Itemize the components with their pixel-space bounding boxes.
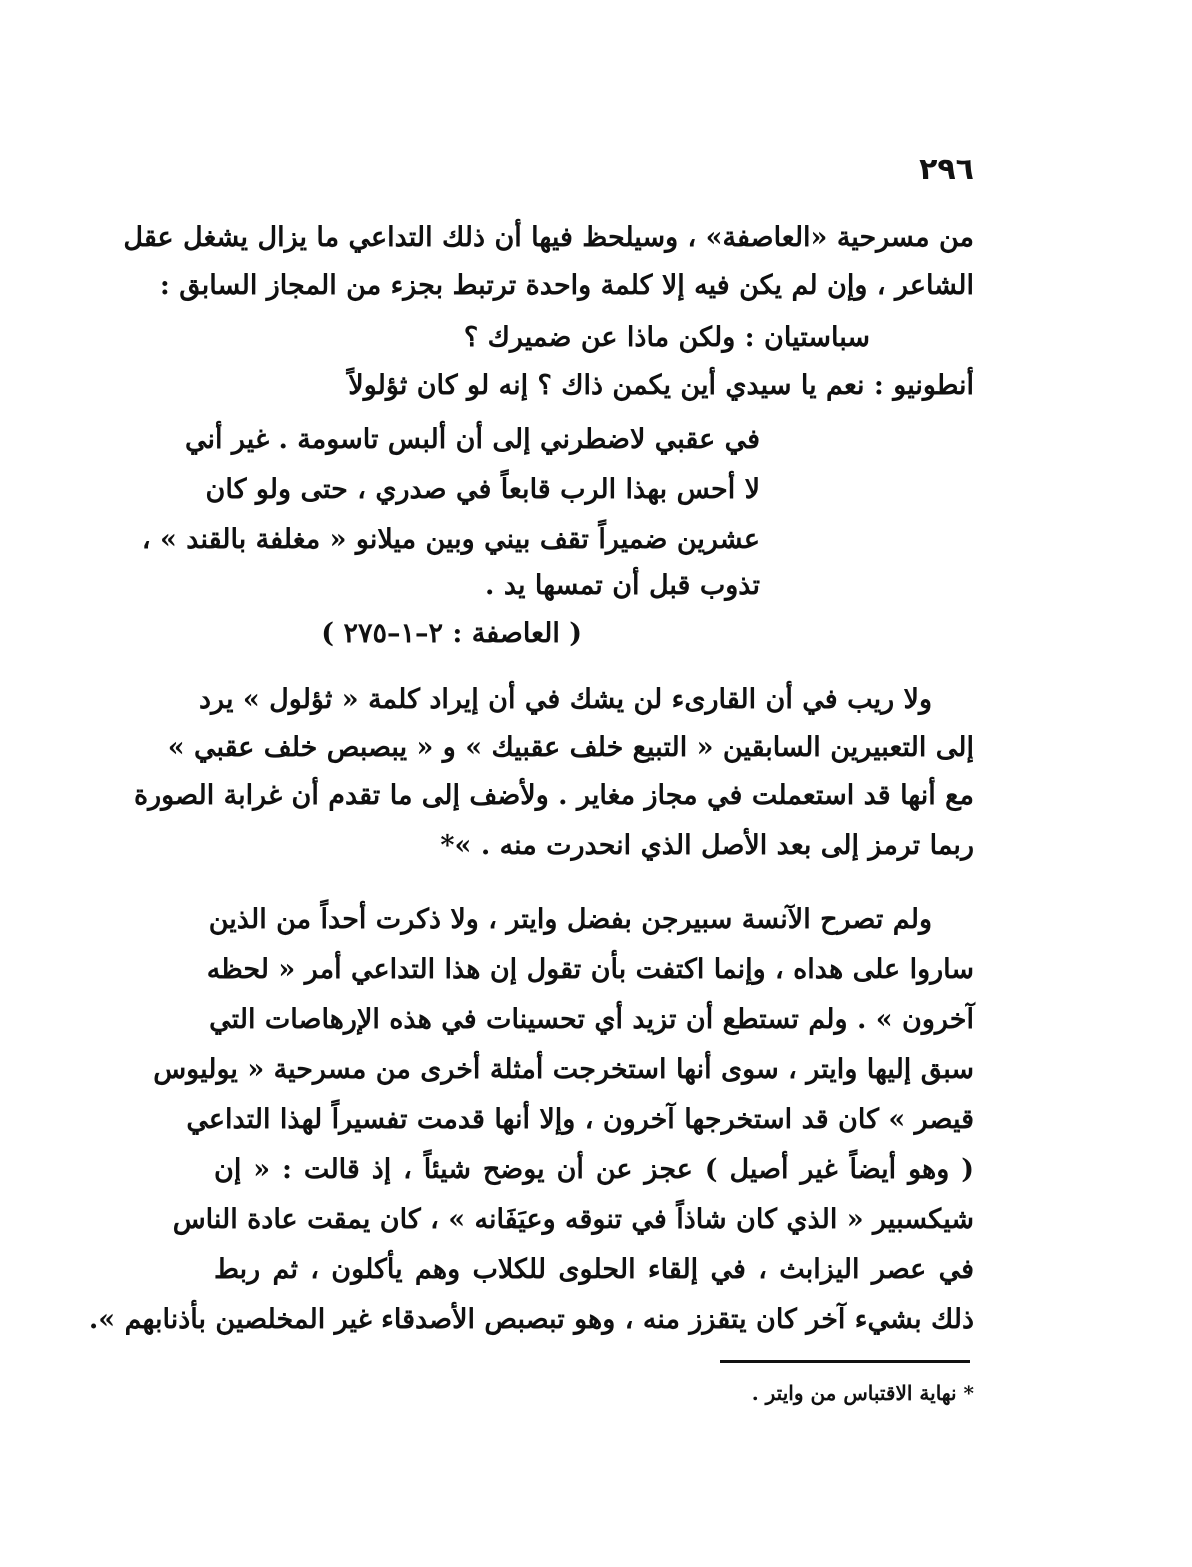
dialogue-antonio-line: في عقبي لاضطرني إلى أن ألبس تاسومة . غير أني	[184, 424, 760, 455]
paragraph-line: ذلك بشيء آخر كان يتقزز منه ، وهو تبصبص الأصدقاء غير المخلصين بأذنابهم ».	[88, 1304, 974, 1335]
dialogue-sebastian: سباستيان : ولكن ماذا عن ضميرك ؟	[463, 322, 870, 353]
paragraph-line: ولا ريب في أن القارىء لن يشك في أن إيراد كلمة « ثؤلول » يرد	[199, 684, 932, 715]
dialogue-antonio-line: تذوب قبل أن تمسها يد .	[485, 570, 760, 601]
citation: ( العاصفة : ٢–١–٢٧٥ )	[321, 618, 582, 649]
intro-line: من مسرحية «العاصفة» ، وسيلحظ فيها أن ذلك التداعي ما يزال يشغل عقل	[123, 222, 974, 253]
page-number: ٢٩٦	[919, 152, 974, 187]
paragraph-line: ( وهو أيضاً غير أصيل ) عجز عن أن يوضح شيئاً ، إذ قالت : « إن	[214, 1154, 974, 1185]
dialogue-antonio-first: أنطونيو : نعم يا سيدي أين يكمن ذاك ؟ إنه لو كان ثؤلولاً	[348, 370, 974, 401]
paragraph-line: ساروا على هداه ، وإنما اكتفت بأن تقول إن هذا التداعي أمر « لحظه	[206, 954, 974, 985]
paragraph-line: ربما ترمز إلى بعد الأصل الذي انحدرت منه . »*	[440, 830, 974, 861]
footnote: * نهاية الاقتباس من وايتر .	[751, 1381, 974, 1405]
dialogue-antonio-line: عشرين ضميراً تقف بيني وبين ميلانو « مغلفة بالقند » ،	[141, 524, 760, 555]
paragraph-line: شيكسبير « الذي كان شاذاً في تنوقه وعيَفَانه » ، كان يمقت عادة الناس	[172, 1204, 974, 1235]
dialogue-antonio-line: لا أحس بهذا الرب قابعاً في صدري ، حتى ولو كان	[205, 474, 760, 505]
footnote-divider	[720, 1360, 970, 1363]
paragraph-line: سبق إليها وايتر ، سوى أنها استخرجت أمثلة أخرى من مسرحية « يوليوس	[153, 1054, 974, 1085]
paragraph-line: ولم تصرح الآنسة سبيرجن بفضل وايتر ، ولا ذكرت أحداً من الذين	[208, 904, 932, 935]
paragraph-line: مع أنها قد استعملت في مجاز مغاير . ولأضف إلى ما تقدم أن غرابة الصورة	[133, 780, 974, 811]
paragraph-line: قيصر » كان قد استخرجها آخرون ، وإلا أنها قدمت تفسيراً لهذا التداعي	[186, 1104, 974, 1135]
paragraph-line: إلى التعبيرين السابقين « التبيع خلف عقبيك » و « يبصبص خلف عقبي »	[167, 732, 974, 763]
intro-line: الشاعر ، وإن لم يكن فيه إلا كلمة واحدة ترتبط بجزء من المجاز السابق :	[159, 270, 974, 301]
paragraph-line: في عصر اليزابث ، في إلقاء الحلوى للكلاب وهم يأكلون ، ثم ربط	[214, 1254, 974, 1285]
paragraph-line: آخرون » . ولم تستطع أن تزيد أي تحسينات في هذه الإرهاصات التي	[209, 1004, 974, 1035]
